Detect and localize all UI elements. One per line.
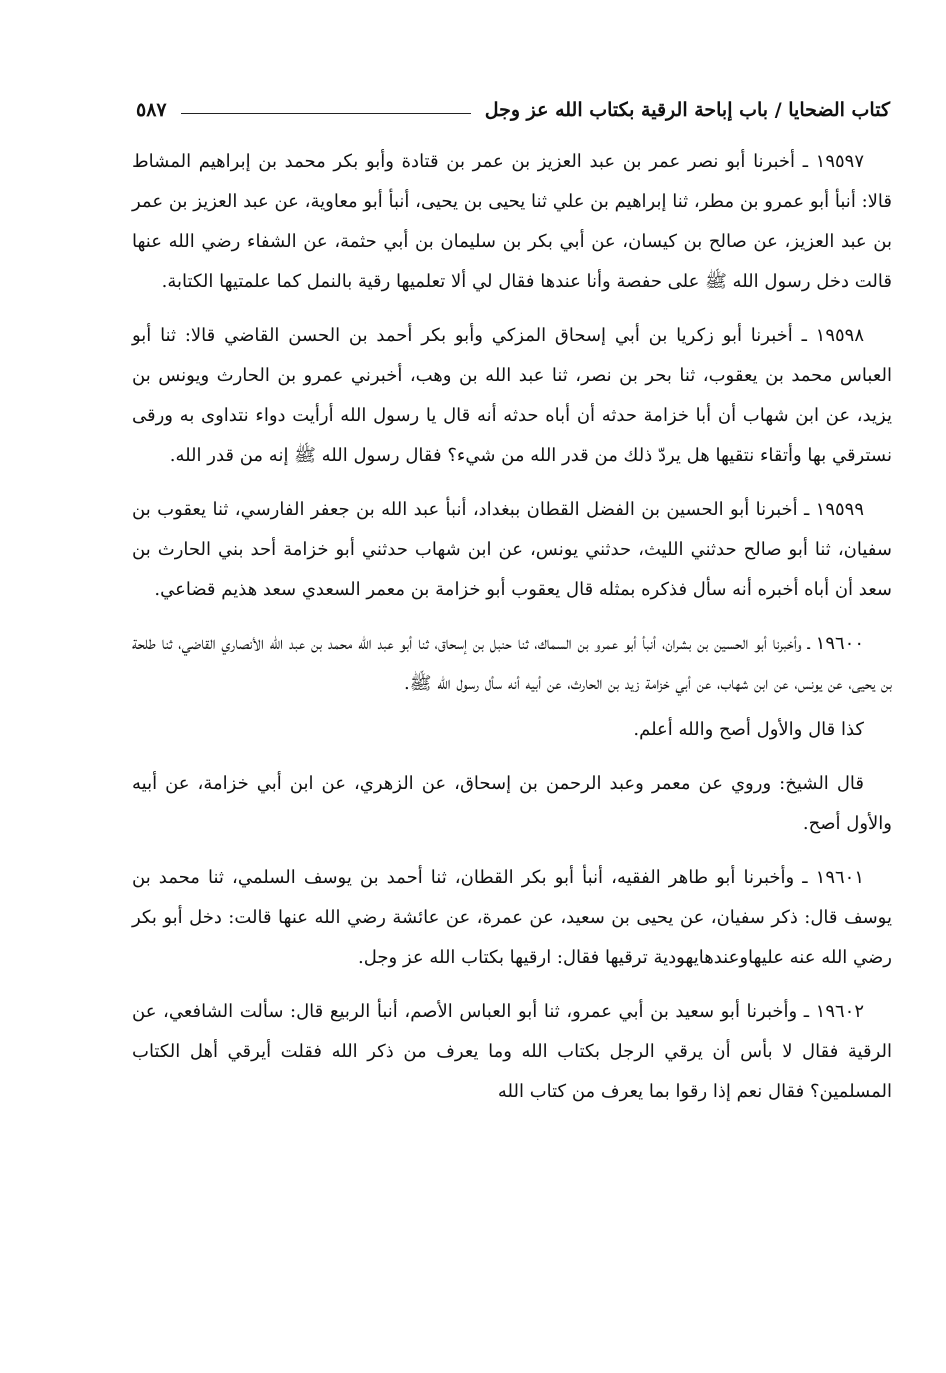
running-header <box>136 92 890 128</box>
page-body <box>132 142 892 1126</box>
sheikh-note: قال الشيخ: وروي عن معمر وعبد الرحمن بن إسحاق، عن الزهري، عن ابن أبي خزامة، عن أبيه والأول أصح. <box>132 773 892 834</box>
hadith-19602: ١٩٦٠٢ ـ وأخبرنا أبو سعيد بن أبي عمرو، ثنا أبو العباس الأصم، أنبأ الربيع قال: سألت الشافعي، عن الرقية فقال لا بأس أن يرقي الرجل بكتاب الله وما يعرف من ذكر الله فقلت أيرقي أهل الكتاب المسلمين؟ فقال نعم إذا رقوا بما يعرف من كتاب الله <box>132 1001 892 1102</box>
commentary-line: كذا قال والأول أصح والله أعلم. <box>633 719 864 740</box>
hadith-19600: ١٩٦٠٠ ـ وأخبرنا أبو الحسين بن بشران، أنبأ أبو عمرو بن السماك، ثنا حنبل بن إسحاق، ثنا أبو عبد الله محمد بن عبد الله الأنصاري القاضي، ثنا طلحة بن يحيى، عن يونس، عن ابن شهاب، عن أبي خزامة زيد بن الحارث، عن أبيه أنه سأل رسول الله ﷺ. <box>132 633 892 694</box>
hadith-19599: ١٩٥٩٩ ـ أخبرنا أبو الحسين بن الفضل القطان ببغداد، أنبأ عبد الله بن جعفر الفارسي، ثنا يعقوب بن سفيان، ثنا أبو صالح حدثني الليث، حدثني يونس، عن ابن شهاب حدثني أبو خزامة أحد بني الحارث بن سعد أن أباه أخبره أنه سأل فذكره بمثله قال يعقوب أبو خزامة بن معمر السعدي سعد هذيم قضاعي. <box>132 499 892 600</box>
hadith-19601: ١٩٦٠١ ـ وأخبرنا أبو طاهر الفقيه، أنبأ أبو بكر القطان، ثنا أحمد بن يوسف السلمي، ثنا محمد بن يوسف قال: ذكر سفيان، عن يحيى بن سعيد، عن عمرة، عن عائشة رضي الله عنها قالت: دخل أبو بكر رضي الله عنه عليهاوعندهايهودية ترقيها فقال: ارقيها بكتاب الله عز وجل. <box>132 867 892 968</box>
header-rule <box>181 113 471 114</box>
hadith-19597: ١٩٥٩٧ ـ أخبرنا أبو نصر عمر بن عبد العزيز بن عمر بن قتادة وأبو بكر محمد بن إبراهيم المشاط قالا: أنبأ أبو عمرو بن مطر، ثنا إبراهيم بن علي ثنا يحيى بن يحيى، أنبأ أبو معاوية، عن عبد العزيز بن عمر بن عبد العزيز، عن صالح بن كيسان، عن أبي بكر بن سليمان بن أبي حثمة، عن الشفاء رضي الله عنها قالت دخل رسول الله ﷺ على حفصة وأنا عندها فقال لي ألا تعلميها رقية بالنمل كما علمتيها الكتابة. <box>132 151 892 292</box>
page-number: ٥٨٧ <box>136 99 167 121</box>
book-title: كتاب الضحايا / باب إباحة الرقية بكتاب الله عز وجل <box>484 99 890 121</box>
hadith-19598: ١٩٥٩٨ ـ أخبرنا أبو زكريا بن أبي إسحاق المزكي وأبو بكر أحمد بن الحسن القاضي قالا: ثنا أبو العباس محمد بن يعقوب، ثنا بحر بن نصر، ثنا عبد الله بن وهب، أخبرني عمرو بن الحارث ويونس بن يزيد، عن ابن شهاب أن أبا خزامة حدثه أن أباه حدثه أنه قال يا رسول الله أرأيت دواء نتداوى به ورقى نسترقي بها وأتقاء نتقيها هل يردّ ذلك من قدر الله من شيء؟ فقال رسول الله ﷺ إنه من قدر الله. <box>132 325 892 466</box>
